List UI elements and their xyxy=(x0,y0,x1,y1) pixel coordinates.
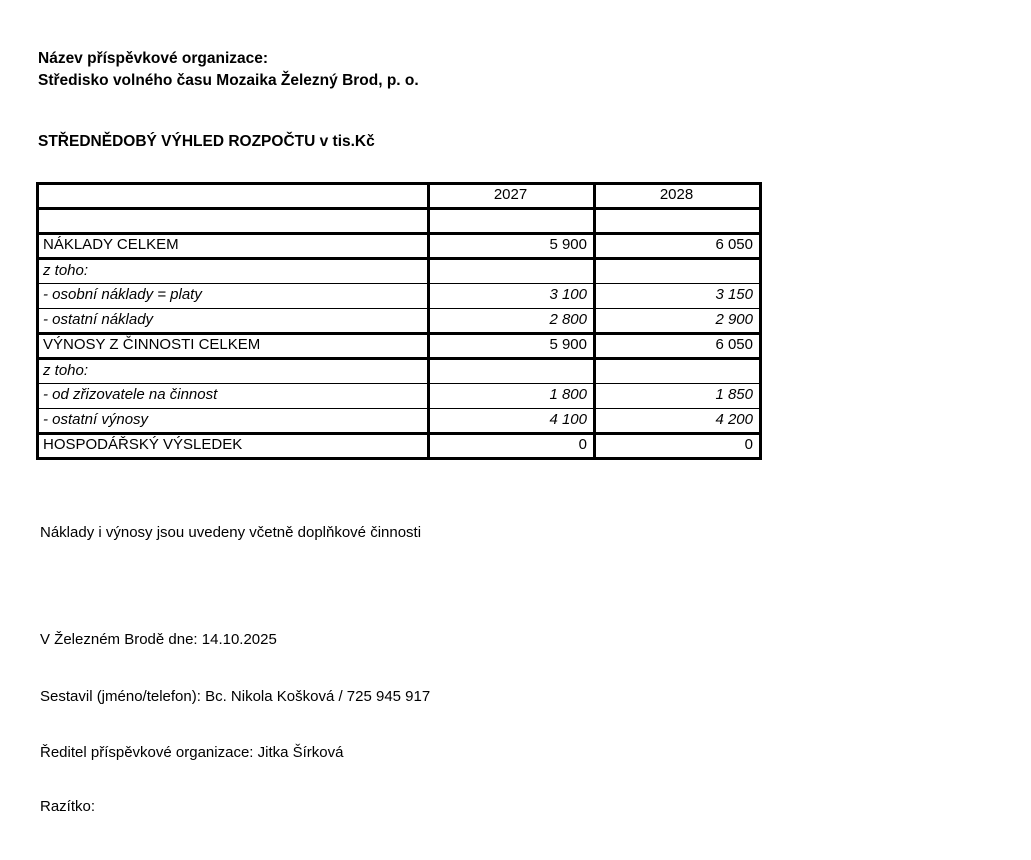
row-label: - ostatní výnosy xyxy=(38,409,429,434)
table-body xyxy=(38,209,761,459)
budget-outlook-table xyxy=(36,182,762,460)
table-row xyxy=(38,259,761,284)
note-director: Ředitel příspěvkové organizace: Jitka Šírková xyxy=(40,744,344,761)
note-costs-revenues: Náklady i výnosy jsou uvedeny včetně doplňkové činnosti xyxy=(40,524,422,541)
row-value-2027: 5 900 xyxy=(429,334,595,359)
table-row xyxy=(38,234,761,259)
table-header xyxy=(38,184,761,209)
row-value-2028: 6 050 xyxy=(595,334,761,359)
table-row xyxy=(38,209,761,234)
note-stamp: Razítko: xyxy=(40,798,96,815)
row-value-2027: 1 800 xyxy=(429,384,595,409)
organization-label: Název příspěvkové organizace: xyxy=(38,50,269,67)
row-value-2027: 4 100 xyxy=(429,409,595,434)
table-header-row xyxy=(38,184,761,209)
row-label: - osobní náklady = platy xyxy=(38,284,429,309)
column-header-label xyxy=(38,184,429,209)
row-label: z toho: xyxy=(38,259,429,284)
organization-name: Středisko volného času Mozaika Železný Brod, p. o. xyxy=(38,72,419,89)
row-value-2028: 2 900 xyxy=(595,309,761,334)
note-prepared-by: Sestavil (jméno/telefon): Bc. Nikola Košková / 725 945 917 xyxy=(40,688,431,705)
row-value-2028: 4 200 xyxy=(595,409,761,434)
table-row xyxy=(38,359,761,384)
table-row xyxy=(38,284,761,309)
table-row xyxy=(38,334,761,359)
column-header-2027: 2027 xyxy=(429,184,595,209)
row-value-2027: 0 xyxy=(429,434,595,459)
table-row xyxy=(38,384,761,409)
row-value-2028 xyxy=(595,209,761,234)
table-row xyxy=(38,434,761,459)
row-value-2028: 1 850 xyxy=(595,384,761,409)
row-value-2027: 3 100 xyxy=(429,284,595,309)
row-value-2028: 6 050 xyxy=(595,234,761,259)
note-place-date: V Železném Brodě dne: 14.10.2025 xyxy=(40,631,277,648)
row-value-2028 xyxy=(595,259,761,284)
row-value-2027 xyxy=(429,259,595,284)
row-value-2028: 3 150 xyxy=(595,284,761,309)
row-value-2027 xyxy=(429,359,595,384)
row-value-2027: 2 800 xyxy=(429,309,595,334)
table-row xyxy=(38,309,761,334)
row-label: - od zřizovatele na činnost xyxy=(38,384,429,409)
row-value-2027: 5 900 xyxy=(429,234,595,259)
row-label xyxy=(38,209,429,234)
table-row xyxy=(38,409,761,434)
row-label: z toho: xyxy=(38,359,429,384)
row-value-2028 xyxy=(595,359,761,384)
row-label: VÝNOSY Z ČINNOSTI CELKEM xyxy=(38,334,429,359)
document-title: STŘEDNĚDOBÝ VÝHLED ROZPOČTU v tis.Kč xyxy=(38,133,375,150)
organization-header xyxy=(38,48,419,92)
column-header-2028: 2028 xyxy=(595,184,761,209)
row-label: - ostatní náklady xyxy=(38,309,429,334)
row-value-2027 xyxy=(429,209,595,234)
row-label: HOSPODÁŘSKÝ VÝSLEDEK xyxy=(38,434,429,459)
row-value-2028: 0 xyxy=(595,434,761,459)
row-label: NÁKLADY CELKEM xyxy=(38,234,429,259)
